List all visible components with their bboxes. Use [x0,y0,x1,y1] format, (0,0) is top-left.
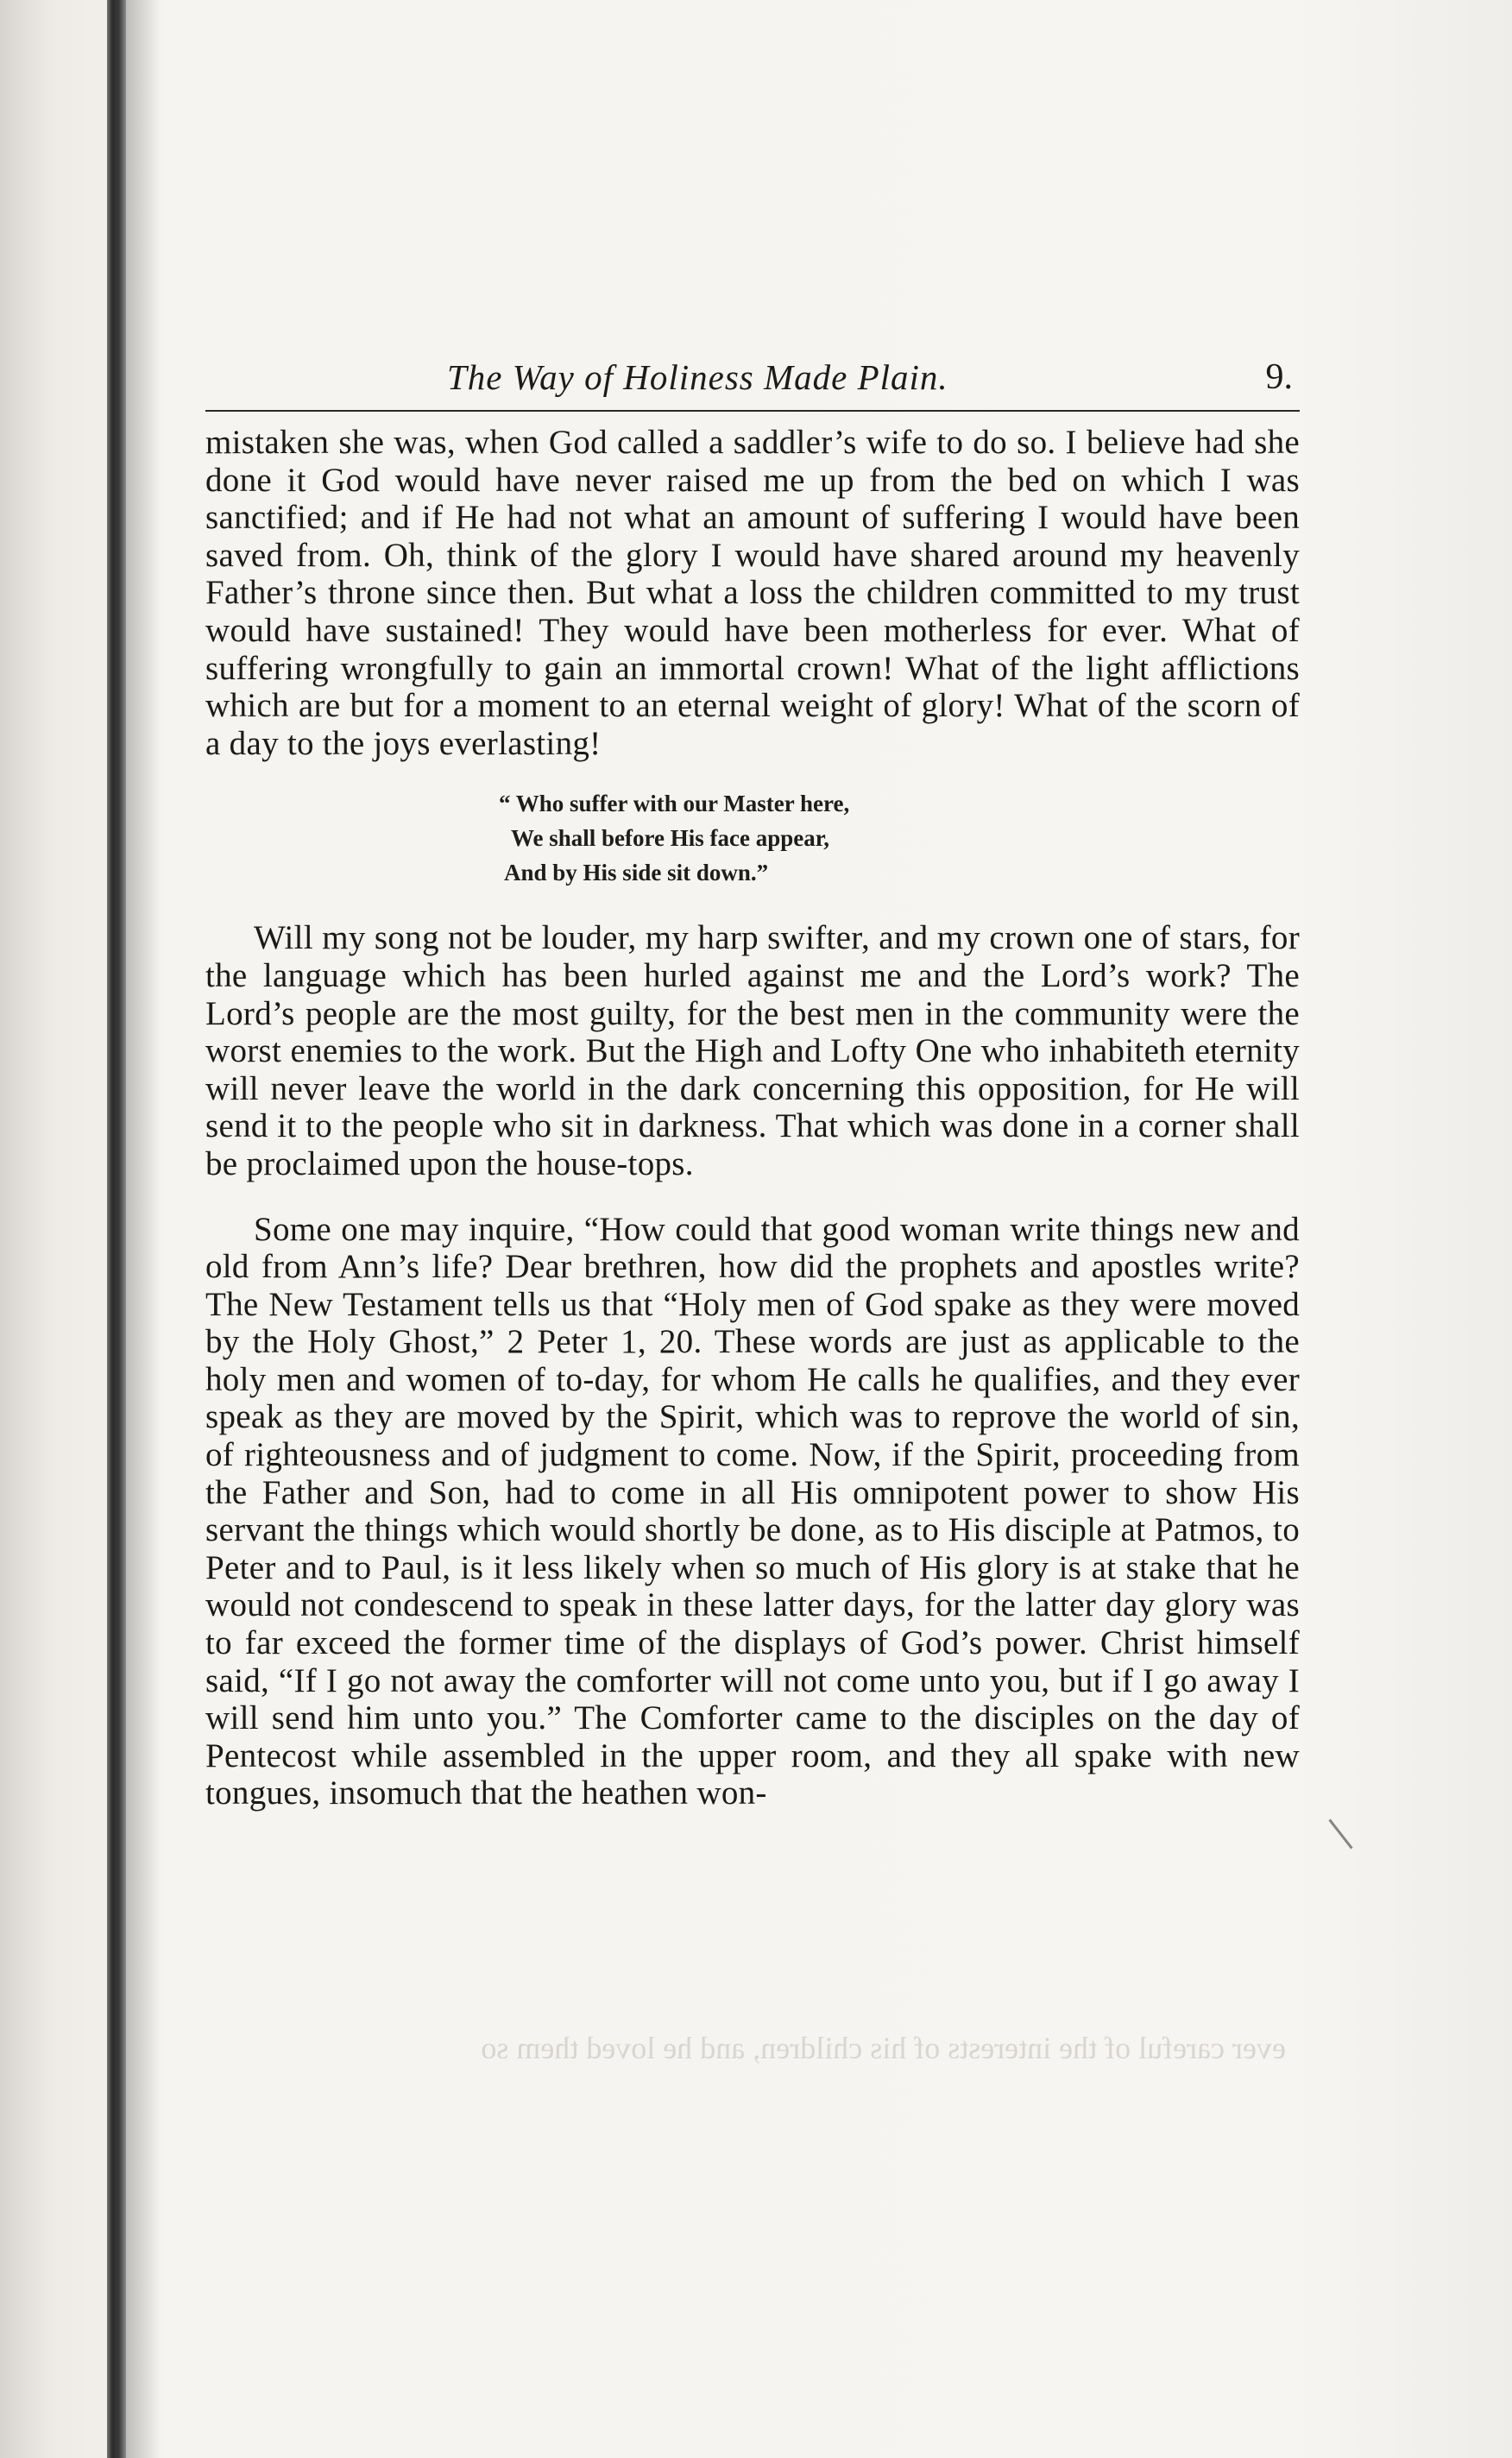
verse-line-2: We shall before His face appear, [511,825,829,852]
stray-pencil-mark [1328,1819,1352,1850]
running-title: The Way of Holiness Made Plain. [447,357,948,397]
paragraph-3: Some one may inquire, “How could that good woman write things new and old from Ann’s life? Dear brethren, how did the prophets and apostles write? The New Testament tells us that “Holy men of God spake as they were moved by the Holy Ghost,” 2 Peter 1, 20. These words are just as applicable to the holy men and women of to-day, for whom He calls he qualifies, and they ever speak as they are moved by the Spirit, which was to reprove the world of sin, of righteousness and of judgment to come. Now, if the Spirit, proceeding from the Father and Son, had to come in all His omnipotent power to show His servant the things which would shortly be done, as to His disciple at Patmos, to Peter and to Paul, is it less likely when so much of His glory is at stake that he would not condescend to speak in these latter days, for the latter day glory was to far exceed the former time of the displays of God’s power. Christ himself said, “If I go not away the comforter will not come unto you, but if I go away I will send him unto you.” The Comforter came to the disciples on the day of Pentecost while assembled in the upper room, and they all spake with new tongues, insomuch that the heathen won- [205,1210,1300,1812]
binding-shadow [126,0,161,2458]
running-header [205,350,1300,412]
page-text-block [205,350,1300,1812]
paragraph-1: mistaken she was, when God called a saddler’s wife to do so. I believe had she done it God would have never raised me up from the bed on which I was sanctified; and if He had not what an amount of suffering I would have been saved from. Oh, think of the glory I would have shared around my heavenly Father’s throne since then. But what a loss the children committed to my trust would have sustained! They would have been motherless for ever. What of suffering wrongfully to gain an immortal crown! What of the light afflictions which are but for a moment to an eternal weight of glory! What of the scorn of a day to the joys everlasting! [205,424,1300,762]
verse-quotation [205,786,1300,890]
page-number: 9. [1265,357,1293,397]
show-through-text: ever careful of the interests of his children, and he loved them so [481,2031,1286,2065]
verse-line-3: And by His side sit down.” [504,860,769,886]
verse-line-1: “ Who suffer with our Master here, [499,791,850,817]
book-binding-edge [107,0,126,2458]
paragraph-2: Will my song not be louder, my harp swifter, and my crown one of stars, for the language which has been hurled against me and the Lord’s work? The Lord’s people are the most guilty, for the best men in the community were the worst enemies to the work. But the High and Lofty One who inhabiteth eternity will never leave the world in the dark concerning this opposition, for He will send it to the people who sit in darkness. That which was done in a corner shall be proclaimed upon the house-tops. [205,919,1300,1182]
